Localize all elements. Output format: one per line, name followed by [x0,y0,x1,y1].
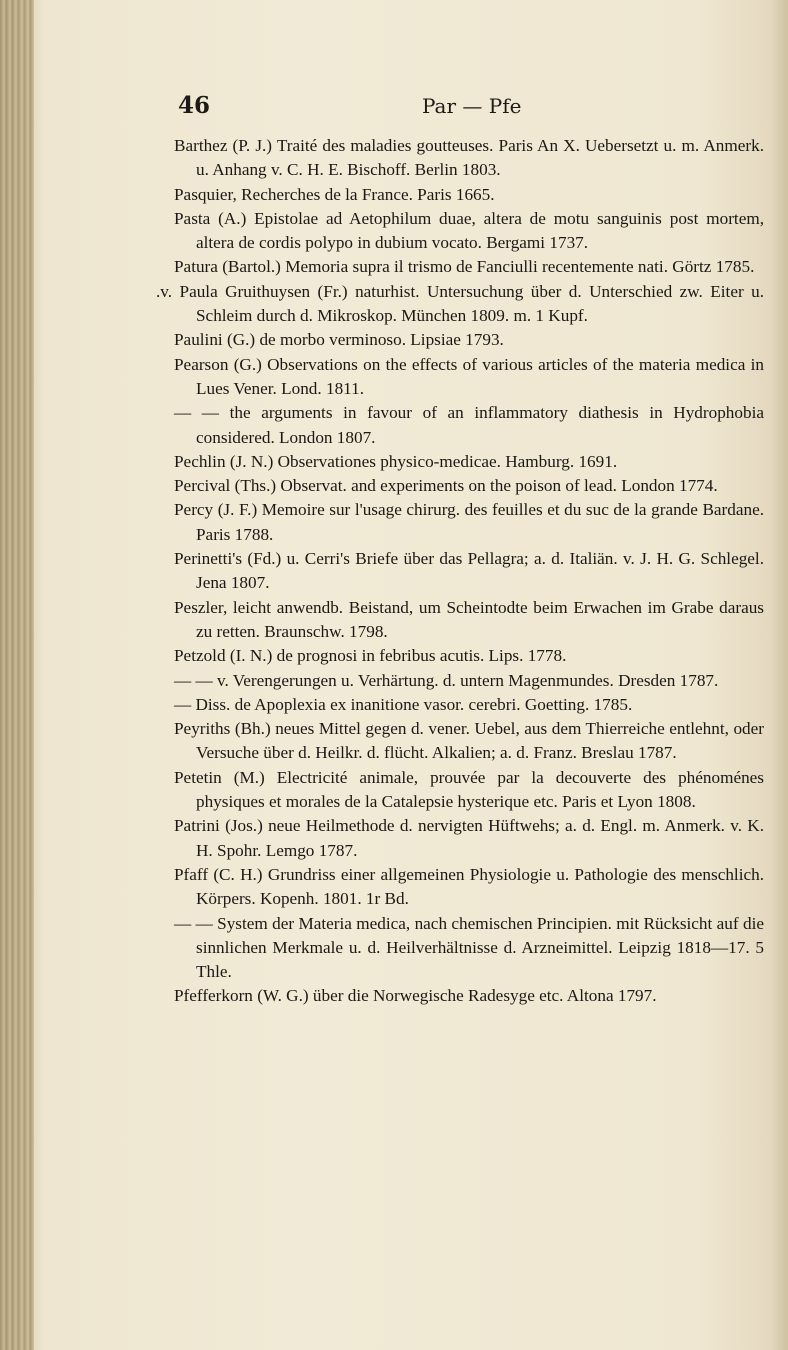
bibliography-entry: — — v. Verengerungen u. Verhärtung. d. untern Magenmundes. Dresden 1787. [174,670,719,690]
page-header [174,92,756,126]
bibliography-entry: — — System der Materia medica, nach chemischen Principien. mit Rücksicht auf die sinnlichen Merkmale u. d. Heilverhältnisse d. Arzneimittel. Leipzig 1818—17. 5 Thle. [174,913,764,982]
bibliography-entry: Pfefferkorn (W. G.) über die Norwegische Radesyge etc. Altona 1797. [174,986,657,1006]
page-binding-edge [0,0,34,1350]
bibliography-entry: Perinetti's (Fd.) u. Cerri's Briefe über das Pellagra; a. d. Italiän. v. J. H. G. Schlegel. Jena 1807. [174,549,764,593]
bibliography-entry: Peyriths (Bh.) neues Mittel gegen d. vener. Uebel, aus dem Thierreiche entlehnt, oder Versuche über d. Heilkr. d. flücht. Alkalien; a. d. Franz. Breslau 1787. [174,719,764,763]
running-head: Par — Pfe [422,94,522,118]
bibliography-entry: Barthez (P. J.) Traité des maladies goutteuses. Paris An X. Uebersetzt u. m. Anmerk. u. Anhang v. C. H. E. Bischoff. Berlin 1803. [174,136,764,180]
bibliography-entry: Pasquier, Recherches de la France. Paris 1665. [174,184,495,204]
bibliography-entry: Paulini (G.) de morbo verminoso. Lipsiae 1793. [174,330,504,350]
bibliography-entry: .v. Paula Gruithuysen (Fr.) naturhist. Untersuchung über d. Unterschied zw. Eiter u. Schleim durch d. Mikroskop. München 1809. m. 1 Kupf. [156,281,764,326]
bibliography-entry: Petetin (M.) Electricité animale, prouvée par la decouverte des phénoménes physiques et morales de la Catalepsie hysterique etc. Paris et Lyon 1808. [174,767,764,812]
bibliography-entry: Pechlin (J. N.) Observationes physico-medicae. Hamburg. 1691. [174,451,618,471]
bibliography-entry: Pearson (G.) Observations on the effects of various articles of the materia medica in Lues Vener. Lond. 1811. [174,354,764,398]
bibliography-list [156,134,764,1009]
bibliography-entry: Percival (Ths.) Observat. and experiments on the poison of lead. London 1774. [174,476,718,496]
bibliography-entry: Pfaff (C. H.) Grundriss einer allgemeinen Physiologie u. Pathologie des menschlich. Körpers. Kopenh. 1801. 1r Bd. [174,864,764,909]
bibliography-entry: — Diss. de Apoplexia ex inanitione vasor. cerebri. Goetting. 1785. [174,694,633,714]
bibliography-entry: Percy (J. F.) Memoire sur l'usage chirurg. des feuilles et du suc de la grande Bardane. Paris 1788. [174,500,764,544]
page-number: 46 [178,92,211,119]
bibliography-entry: Patrini (Jos.) neue Heilmethode d. nervigten Hüftwehs; a. d. Engl. m. Anmerk. v. K. H. Spohr. Lemgo 1787. [174,816,764,860]
bibliography-entry: Patura (Bartol.) Memoria supra il trismo de Fanciulli recentemente nati. Görtz 1785. [174,257,755,277]
bibliography-entry: Pasta (A.) Epistolae ad Aetophilum duae, altera de motu sanguinis post mortem, altera de cordis polypo in dubium vocato. Bergami 1737. [174,208,764,253]
bibliography-entry: Peszler, leicht anwendb. Beistand, um Scheintodte beim Erwachen im Grabe daraus zu retten. Braunschw. 1798. [174,597,764,641]
bibliography-entry: — — the arguments in favour of an inflammatory diathesis in Hydrophobia considered. London 1807. [174,403,764,447]
bibliography-entry: Petzold (I. N.) de prognosi in febribus acutis. Lips. 1778. [174,646,567,666]
